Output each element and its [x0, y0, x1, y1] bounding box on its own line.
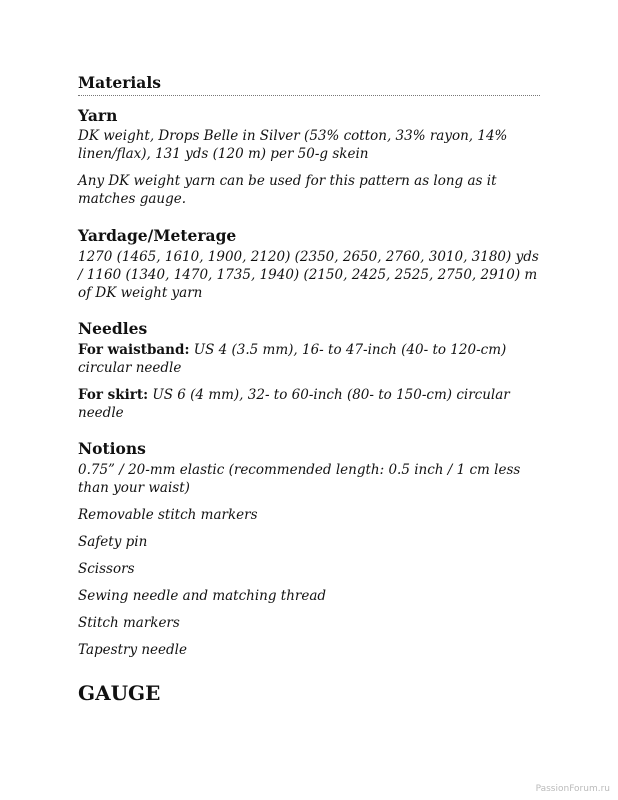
notion-item: Sewing needle and matching thread	[78, 588, 327, 604]
skirt-label: For skirt:	[78, 387, 149, 403]
yardage-text: 1270 (1465, 1610, 1900, 2120) (2350, 2650, 2760, 3010, 3180) yds / 1160 (1340, 1470, 1735, 1940) (2150, 2425, 2525, 2750, 2910) m of DK weight yarn	[78, 249, 539, 301]
needles-skirt	[78, 386, 540, 422]
materials-title: Materials	[78, 74, 540, 96]
notion-item: Removable stitch markers	[78, 507, 258, 523]
yarn-substitution-note: Any DK weight yarn can be used for this pattern as long as it matches gauge.	[78, 173, 497, 207]
notion-item: 0.75” / 20-mm elastic (recommended length: 0.5 inch / 1 cm less than your waist)	[78, 462, 521, 496]
watermark: PassionForum.ru	[535, 784, 610, 794]
document-page	[78, 74, 540, 705]
notions-heading: Notions	[78, 439, 146, 458]
waistband-label: For waistband:	[78, 342, 190, 358]
needles-heading: Needles	[78, 319, 148, 338]
notion-item: Safety pin	[78, 534, 148, 550]
notion-item: Tapestry needle	[78, 642, 187, 658]
gauge-title: GAUGE	[78, 681, 161, 705]
yardage-heading: Yardage/Meterage	[78, 226, 237, 245]
yarn-description: DK weight, Drops Belle in Silver (53% cotton, 33% rayon, 14% linen/flax), 131 yds (120 m) per 50-g skein	[78, 128, 508, 162]
notion-item: Scissors	[78, 561, 135, 577]
needles-waistband	[78, 341, 540, 377]
yarn-heading: Yarn	[78, 106, 118, 125]
waistband-text: US 4 (3.5 mm), 16- to 47-inch (40- to 120-cm) circular needle	[78, 342, 507, 376]
notion-item: Stitch markers	[78, 615, 180, 631]
skirt-text: US 6 (4 mm), 32- to 60-inch (80- to 150-cm) circular needle	[78, 387, 510, 421]
